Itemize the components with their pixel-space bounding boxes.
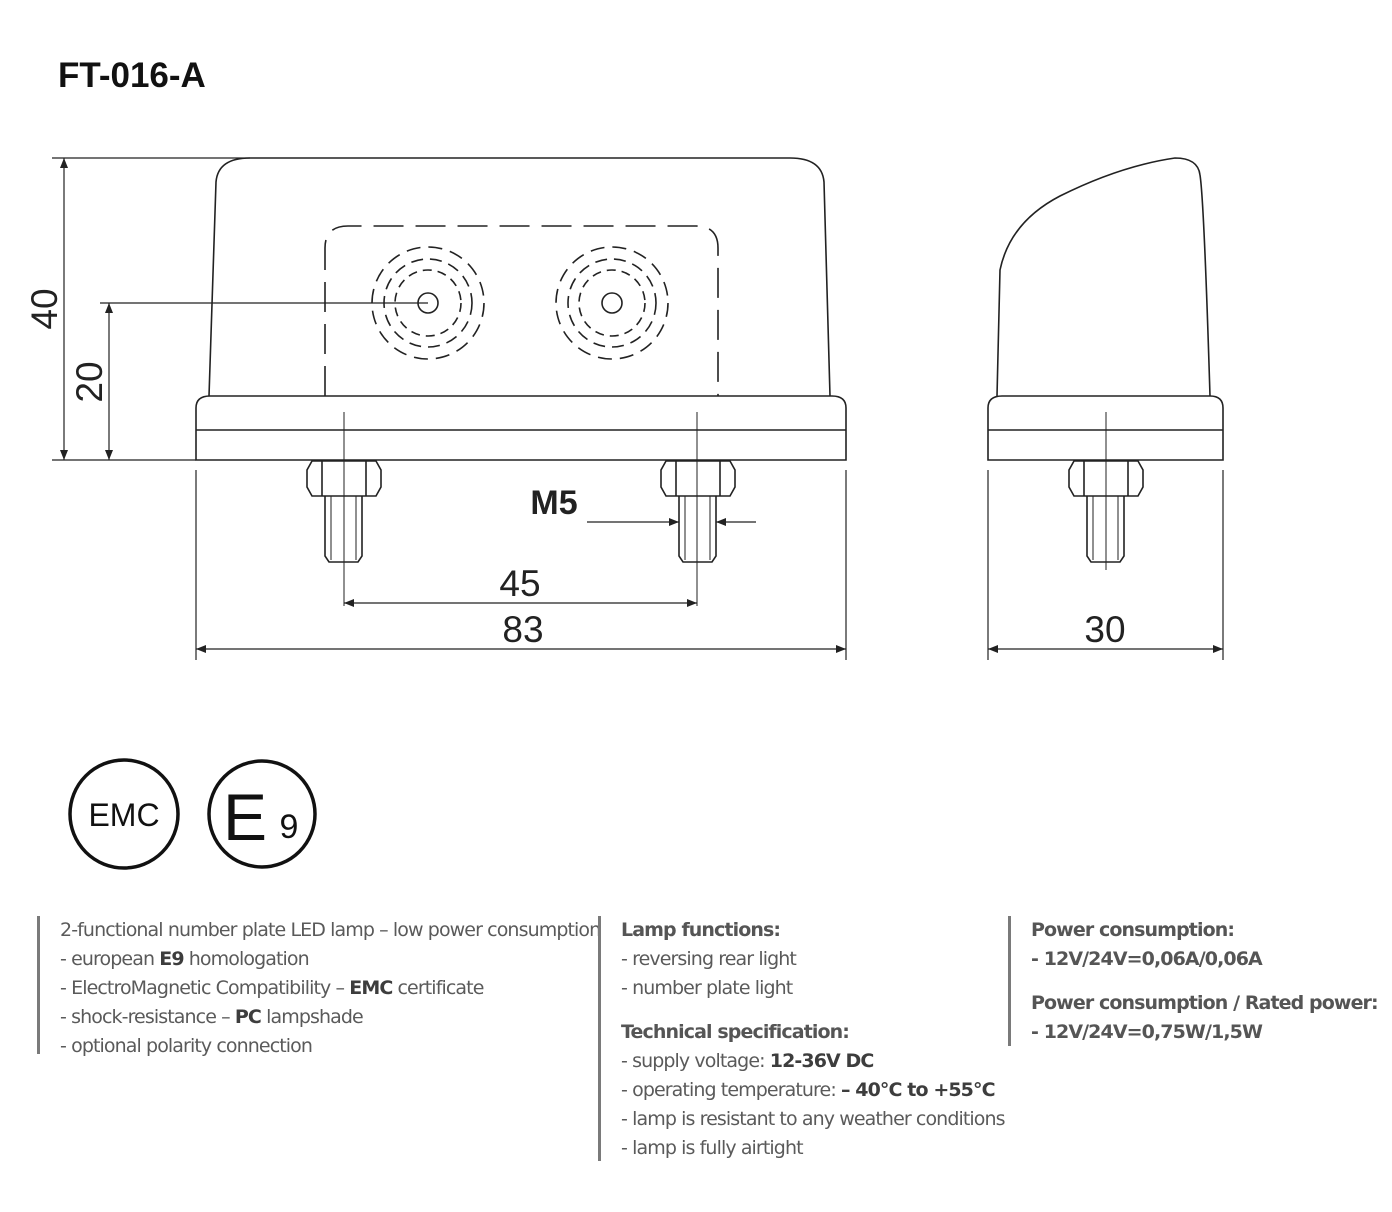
spec-item: - lamp is fully airtight	[621, 1137, 803, 1159]
power-column	[1008, 916, 1378, 1046]
lamp-housing-front	[209, 158, 830, 396]
dim-45: 45	[499, 563, 541, 604]
spec-item: - lamp is resistant to any weather conditions	[621, 1108, 1005, 1130]
spec-item: - supply voltage: 12-36V DC	[621, 1050, 874, 1072]
lamp-housing-side	[997, 158, 1210, 396]
functions-column	[598, 916, 1005, 1161]
bolt-right	[661, 461, 735, 562]
features-column	[37, 916, 601, 1057]
e9-number: 9	[279, 808, 299, 846]
led-right	[556, 247, 668, 359]
front-view	[196, 158, 846, 606]
functions-heading: Lamp functions:	[621, 919, 781, 941]
side-view	[988, 158, 1223, 570]
function-item: - reversing rear light	[621, 948, 796, 970]
e9-badge	[209, 761, 315, 867]
features-intro: 2-functional number plate LED lamp – low power consumption	[60, 919, 601, 941]
e9-letter: E	[222, 780, 268, 854]
consumption-value: - 12V/24V=0,06A/0,06A	[1031, 948, 1262, 970]
feature-item: - european E9 homologation	[60, 948, 309, 970]
dim-30: 30	[1084, 609, 1126, 650]
feature-item: - optional polarity connection	[60, 1035, 313, 1057]
rated-value: - 12V/24V=0,75W/1,5W	[1031, 1021, 1263, 1043]
feature-item: - shock-resistance – PC lampshade	[60, 1006, 363, 1028]
function-item: - number plate light	[621, 977, 793, 999]
lens-window	[325, 226, 718, 396]
product-title: FT-016-A	[58, 56, 206, 95]
spec-heading: Technical specification:	[621, 1021, 849, 1043]
spec-item: - operating temperature: – 40°C to +55°C	[621, 1079, 995, 1101]
feature-item: - ElectroMagnetic Compatibility – EMC certificate	[60, 977, 484, 999]
dim-m5: M5	[530, 484, 578, 522]
dimension-lines	[52, 158, 1223, 660]
emc-label: EMC	[88, 797, 160, 833]
rated-heading: Power consumption / Rated power:	[1031, 992, 1378, 1014]
base-plate-front	[196, 396, 846, 460]
dim-20: 20	[69, 361, 110, 403]
consumption-heading: Power consumption:	[1031, 919, 1235, 941]
dim-83: 83	[502, 609, 544, 650]
emc-badge	[70, 760, 178, 868]
dim-40: 40	[24, 288, 65, 330]
